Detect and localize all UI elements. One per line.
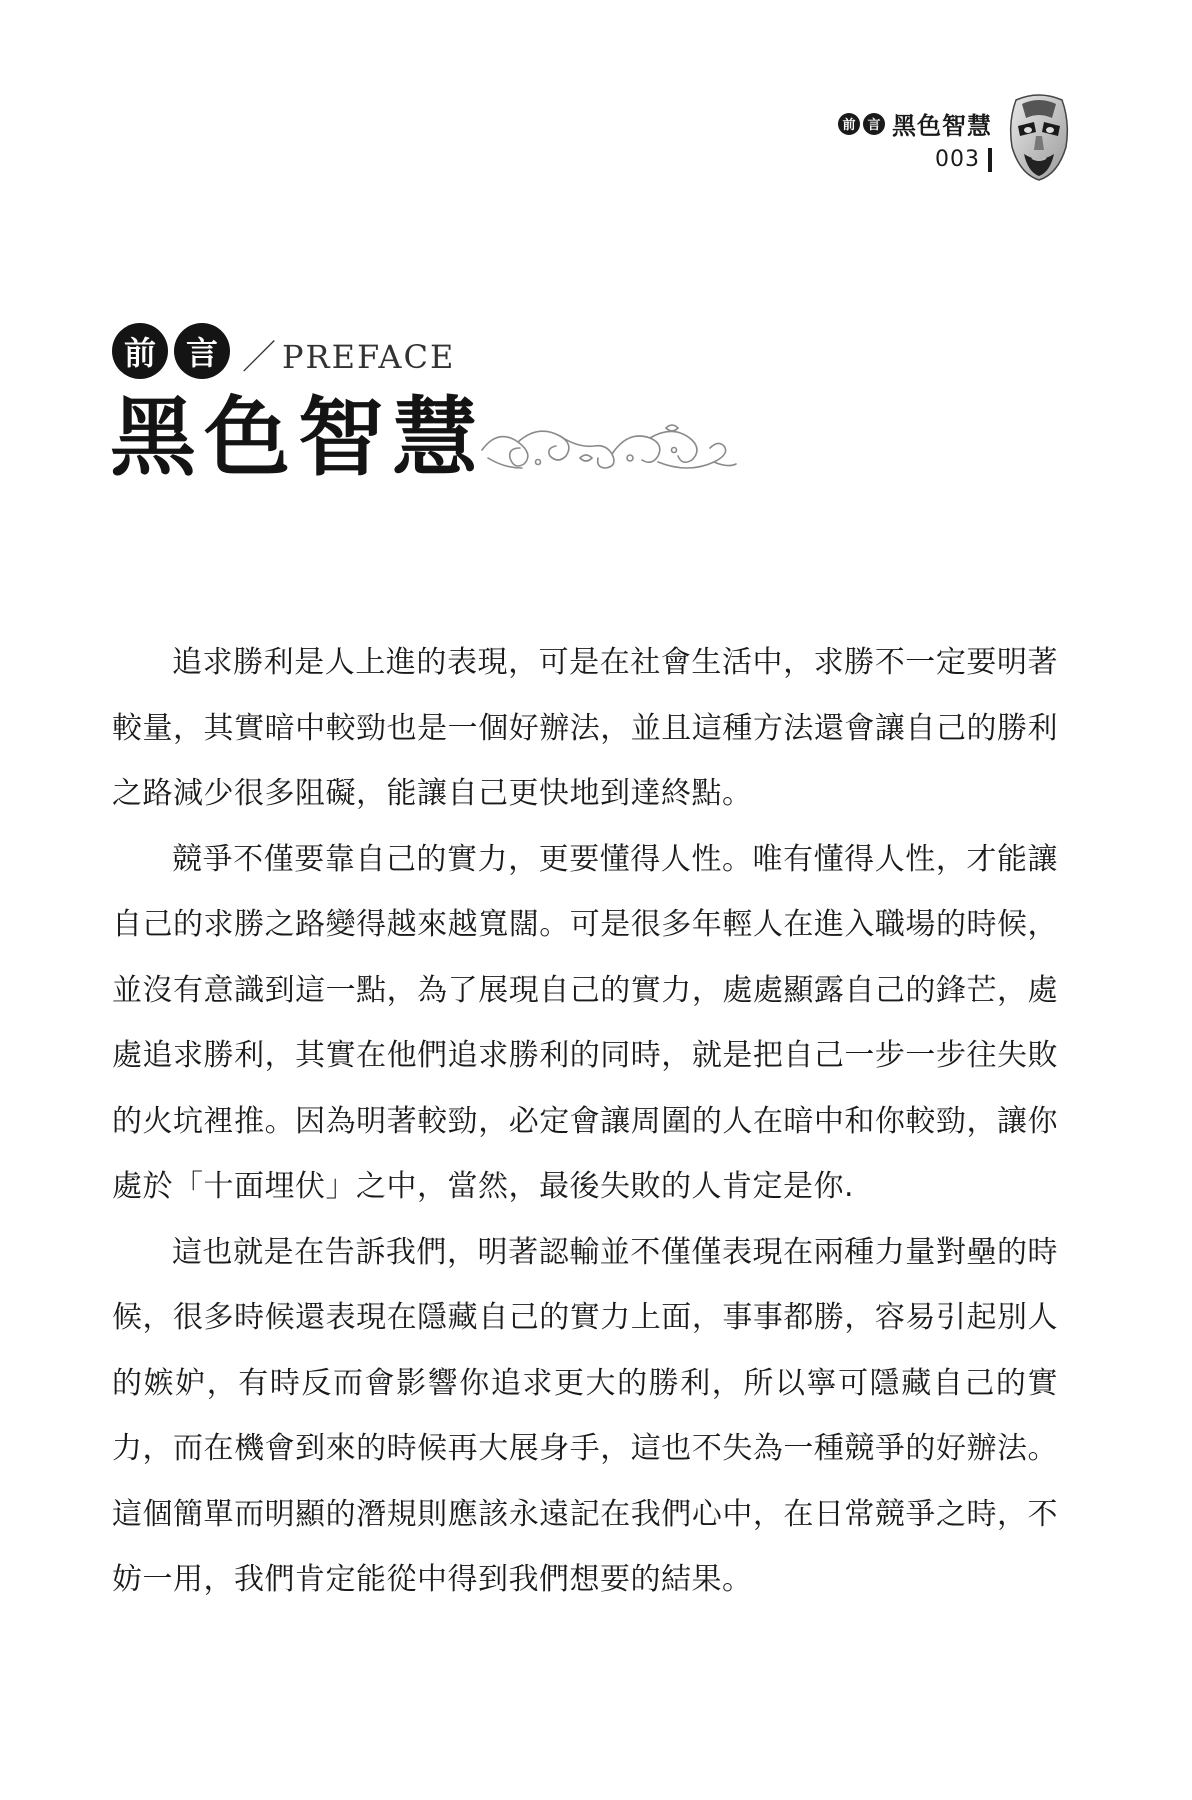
running-header-title-row	[838, 106, 992, 141]
running-header	[732, 92, 1072, 192]
running-header-title: 黑色智慧	[892, 111, 992, 140]
chapter-label	[112, 323, 455, 379]
body-text	[112, 630, 1058, 1613]
paragraph-3: 這也就是在告訴我們，明著認輸並不僅僅表現在兩種力量對壘的時候，很多時候還表現在隱藏自己的實力上面，事事都勝，容易引起別人的嫉妒，有時反而會影響你追求更大的勝利，所以寧可隱藏自己的實力，而在機會到來的時候再大展身手，這也不失為一種競爭的好辦法。這個簡單而明顯的潛規則應該永遠記在我們心中，在日常競爭之時，不妨一用，我們肯定能從中得到我們想要的結果。	[112, 1234, 1058, 1597]
running-header-mark-1: 前	[838, 113, 860, 135]
chapter-slash: ／	[242, 338, 276, 378]
floral-ornament-icon	[478, 418, 740, 480]
chapter-mark-2: 言	[174, 323, 230, 379]
page-number-row	[838, 147, 992, 172]
opera-mask-icon	[1006, 92, 1072, 182]
running-header-text	[838, 106, 992, 172]
paragraph-1: 追求勝利是人上進的表現，可是在社會生活中，求勝不一定要明著較量，其實暗中較勁也是一個好辦法，並且這種方法還會讓自己的勝利之路減少很多阻礙，能讓自己更快地到達終點。	[112, 645, 1058, 811]
page-number-bar	[988, 148, 992, 172]
chapter-title: 黑色智慧	[110, 388, 486, 488]
running-header-mark-2: 言	[863, 113, 885, 135]
page-number: 003	[935, 147, 980, 172]
paragraph-2: 競爭不僅要靠自己的實力，更要懂得人性。唯有懂得人性，才能讓自己的求勝之路變得越來越寬闊。可是很多年輕人在進入職場的時候，並沒有意識到這一點，為了展現自己的實力，處處顯露自己的鋒芒，處處追求勝利，其實在他們追求勝利的同時，就是把自己一步一步往失敗的火坑裡推。因為明著較勁，必定會讓周圍的人在暗中和你較勁，讓你處於「十面埋伏」之中，當然，最後失敗的人肯定是你.	[112, 841, 1058, 1204]
chapter-mark-1: 前	[112, 323, 168, 379]
chapter-english-label: PREFACE	[282, 338, 456, 376]
